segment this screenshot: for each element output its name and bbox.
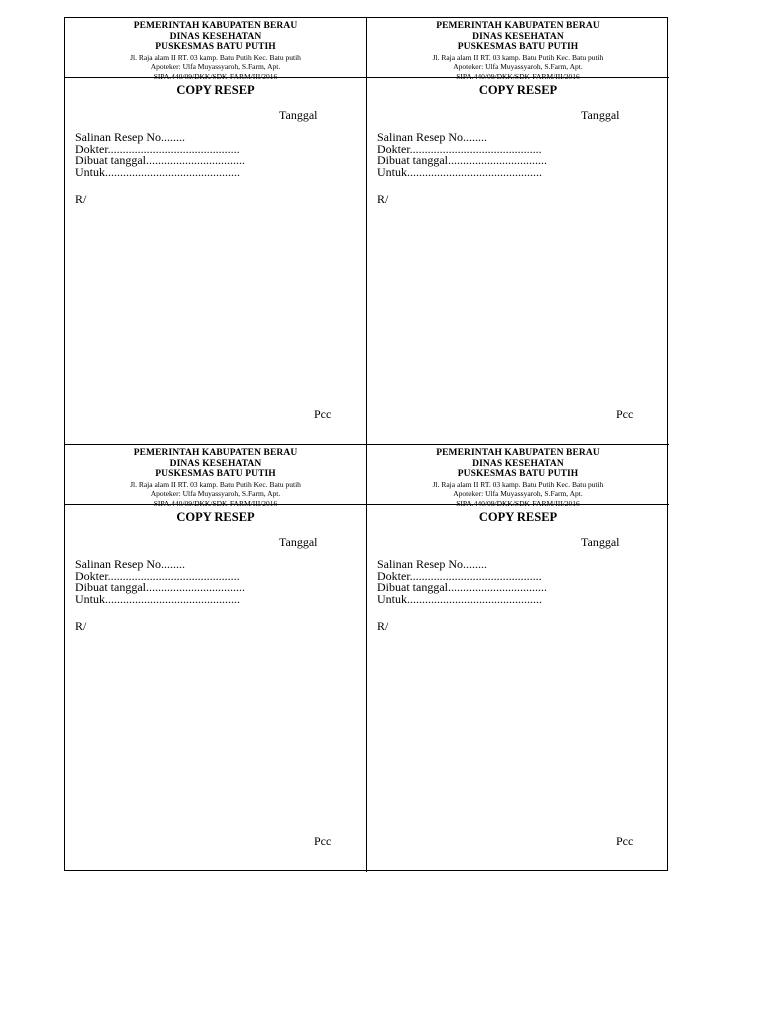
letterhead-apoteker: Apoteker: Ulfa Muyassyaroh, S.Farm, Apt. [150, 489, 281, 498]
untuk-field: Untuk............................................. [75, 591, 240, 606]
tanggal-label: Tanggal [581, 535, 620, 549]
pcc-label: Pcc [314, 407, 332, 421]
letterhead-department: DINAS KESEHATAN [169, 31, 262, 42]
form-title: COPY RESEP [478, 83, 558, 97]
dibuat-tanggal-field: Dibuat tanggal................................. [75, 580, 245, 594]
form-title: COPY RESEP [478, 510, 558, 524]
letterhead-department: DINAS KESEHATAN [472, 458, 564, 469]
letterhead-clinic: PUSKESMAS BATU PUTIH [155, 469, 276, 479]
dibuat-tanggal-field: Dibuat tanggal................................. [75, 153, 245, 167]
letterhead-sipa: SIPA.440/09/DKK/SDK-FARM/III/2016 [153, 71, 278, 81]
letterhead-address: Jl. Raja alam II RT. 03 kamp. Batu Putih Kec. Batu putih [130, 479, 301, 489]
dokter-field: Dokter............................................ [377, 141, 542, 156]
letterhead [367, 445, 669, 508]
form-fields [377, 132, 547, 178]
letterhead-sipa: SIPA.440/09/DKK/SDK-FARM/III/2016 [153, 498, 278, 508]
form-fields [377, 559, 547, 605]
recipe-symbol: R/ [75, 192, 87, 206]
letterhead-address: Jl. Raja alam II RT. 03 kamp. Batu Putih Kec. Batu putih [432, 479, 604, 489]
letterhead-clinic: PUSKESMAS BATU PUTIH [457, 42, 579, 52]
letterhead-government: PEMERINTAH KABUPATEN BERAU [133, 448, 298, 458]
letterhead-apoteker: Apoteker: Ulfa Muyassyaroh, S.Farm, Apt. [453, 489, 583, 498]
dibuat-tanggal-field: Dibuat tanggal................................. [377, 580, 547, 594]
letterhead-government: PEMERINTAH KABUPATEN BERAU [436, 448, 600, 458]
letterhead [367, 18, 669, 81]
copy-resep-card-1 [65, 18, 367, 445]
untuk-field: Untuk............................................. [377, 591, 542, 606]
salinan-resep-field: Salinan Resep No........ [75, 557, 185, 571]
letterhead-address: Jl. Raja alam II RT. 03 kamp. Batu Putih Kec. Batu putih [130, 52, 301, 62]
letterhead-department: DINAS KESEHATAN [169, 458, 262, 469]
pcc-label: Pcc [314, 834, 332, 848]
letterhead-address: Jl. Raja alam II RT. 03 kamp. Batu Putih Kec. Batu putih [432, 52, 604, 62]
copy-resep-sheet [64, 17, 668, 871]
untuk-field: Untuk............................................. [377, 164, 542, 179]
tanggal-label: Tanggal [279, 108, 318, 122]
letterhead-clinic: PUSKESMAS BATU PUTIH [155, 42, 276, 52]
salinan-resep-field: Salinan Resep No........ [377, 557, 487, 571]
letterhead-clinic: PUSKESMAS BATU PUTIH [457, 469, 579, 479]
form-title: COPY RESEP [176, 510, 255, 524]
recipe-symbol: R/ [377, 192, 389, 206]
letterhead-sipa: SIPA.440/09/DKK/SDK-FARM/III/2016 [456, 498, 580, 508]
pcc-label: Pcc [616, 407, 634, 421]
dokter-field: Dokter............................................ [75, 568, 240, 583]
pcc-label: Pcc [616, 834, 634, 848]
copy-resep-card-4 [367, 445, 669, 872]
letterhead-government: PEMERINTAH KABUPATEN BERAU [436, 21, 600, 31]
letterhead-apoteker: Apoteker: Ulfa Muyassyaroh, S.Farm, Apt. [453, 62, 583, 71]
letterhead-department: DINAS KESEHATAN [472, 31, 564, 42]
letterhead-government: PEMERINTAH KABUPATEN BERAU [133, 21, 298, 31]
recipe-symbol: R/ [377, 619, 389, 633]
untuk-field: Untuk............................................. [75, 164, 240, 179]
recipe-symbol: R/ [75, 619, 87, 633]
letterhead [65, 18, 366, 81]
form-fields [75, 559, 245, 605]
dibuat-tanggal-field: Dibuat tanggal................................. [377, 153, 547, 167]
letterhead-sipa: SIPA.440/09/DKK/SDK-FARM/III/2016 [456, 71, 580, 81]
form-title: COPY RESEP [176, 83, 255, 97]
salinan-resep-field: Salinan Resep No........ [75, 130, 185, 144]
dokter-field: Dokter............................................ [377, 568, 542, 583]
dokter-field: Dokter............................................ [75, 141, 240, 156]
salinan-resep-field: Salinan Resep No........ [377, 130, 487, 144]
copy-resep-card-2 [367, 18, 669, 445]
letterhead-apoteker: Apoteker: Ulfa Muyassyaroh, S.Farm, Apt. [150, 62, 281, 71]
tanggal-label: Tanggal [581, 108, 620, 122]
letterhead [65, 445, 366, 508]
tanggal-label: Tanggal [279, 535, 318, 549]
copy-resep-card-3 [65, 445, 367, 872]
form-fields [75, 132, 245, 178]
